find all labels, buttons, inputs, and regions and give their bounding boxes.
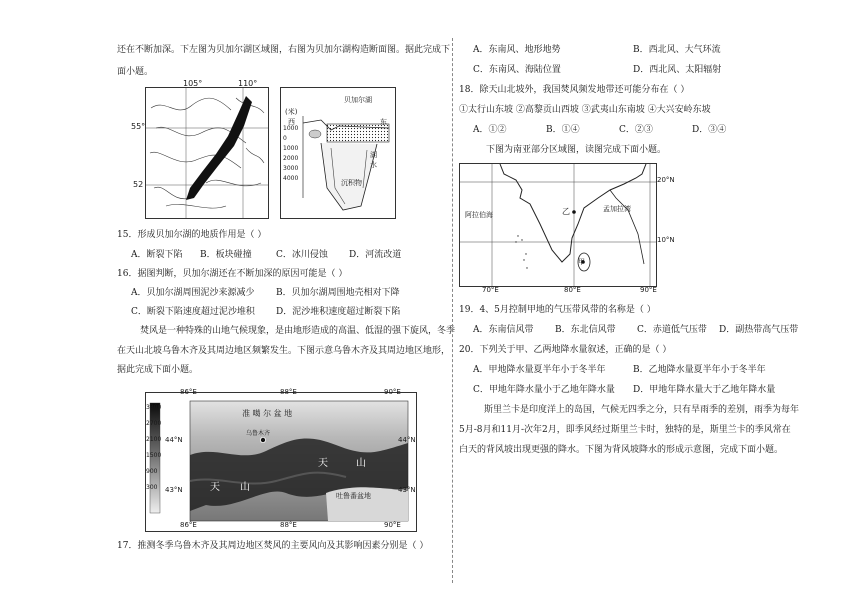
baikal-region-map — [145, 87, 269, 219]
q17-option-b[interactable]: B．西北风、大气环流 — [633, 45, 721, 55]
sa-lat-20: 20°N — [657, 176, 675, 184]
urumqi-label: 乌鲁木齐 — [246, 430, 271, 437]
q20-option-b[interactable]: B．乙地降水量夏半年小于冬半年 — [633, 365, 766, 375]
tianshan-label-2: 山 — [356, 458, 366, 469]
terrain-lon-bottom-86: 86°E — [180, 521, 197, 529]
foehn-intro-1: 焚风是一种特殊的山地气候现象，是由地形造成的高温、低湿的强下旋风，冬季 — [140, 326, 456, 336]
q15-option-a[interactable]: A．断裂下陷 — [131, 250, 183, 260]
q19-option-c[interactable]: C．赤道低气压带 — [637, 325, 707, 335]
question-16: 16．据图判断，贝加尔湖还在不断加深的原因可能是（ ） — [117, 269, 348, 279]
q17-option-d[interactable]: D．西北风、太阳辐射 — [633, 65, 722, 75]
q18-option-b[interactable]: B．①④ — [546, 125, 580, 135]
sri-lanka-intro-3: 白天的背风坡出现更强的降水。下图为背风坡降水的形成示意图，完成下面小题。 — [459, 445, 784, 455]
junggar-basin-label: 准 噶 尔 盆 地 — [242, 409, 293, 418]
q16-option-a[interactable]: A．贝加尔湖周围泥沙来源减少 — [131, 288, 255, 298]
q18-option-c[interactable]: C．②③ — [619, 125, 653, 135]
lake-baikal-shape — [186, 96, 252, 200]
q18-items: ①太行山东坡 ②高黎贡山西坡 ③武夷山东南坡 ④大兴安岭东坡 — [459, 105, 711, 115]
q18-option-a[interactable]: A．①② — [473, 125, 507, 135]
section-layer-label-1: 湖 — [370, 151, 377, 159]
q20-option-a[interactable]: A．甲地降水量夏半年小于冬半年 — [473, 365, 606, 375]
question-20: 20．下列关于甲、乙两地降水量叙述，正确的是（ ） — [459, 345, 672, 355]
terrain-lon-top-90: 90°E — [384, 388, 401, 396]
terrain-lat-44: 44°N — [165, 436, 183, 444]
q16-option-b[interactable]: B．贝加尔湖周围地壳相对下降 — [276, 288, 400, 298]
point-yi — [572, 210, 576, 214]
question-17: 17．推测冬季乌鲁木齐及其周边地区焚风的主要风向及其影响因素分别是（ ） — [117, 541, 429, 551]
terrain-lon-bottom-90: 90°E — [384, 521, 401, 529]
urumqi-point — [260, 437, 265, 442]
south-asia-intro: 下图为南亚部分区域图，读图完成下面小题。 — [486, 145, 667, 155]
map-lat-55: 55° — [131, 122, 146, 131]
foehn-intro-3: 据此完成下面小题。 — [117, 365, 199, 375]
map-lon-110: 110° — [238, 79, 258, 88]
q17-option-c[interactable]: C．东南风、海陆位置 — [473, 65, 561, 75]
q16-option-d[interactable]: D．泥沙堆积速度超过断裂下陷 — [276, 307, 401, 317]
q19-option-a[interactable]: A．东南信风带 — [473, 325, 534, 335]
terrain-legend-labels: 3300 2700 2100 1500 900 300 — [146, 404, 162, 491]
terrain-lat-43: 43°N — [165, 486, 183, 494]
terrain-lon-top-86: 86°E — [180, 388, 197, 396]
section-depth-ticks: 1000 0 1000 2000 3000 4000 — [283, 125, 299, 182]
section-east: 东 — [380, 118, 387, 126]
section-unit: (米) — [285, 108, 298, 116]
section-sediment-label: 沉积物 — [341, 179, 362, 187]
column-divider — [452, 38, 453, 583]
q19-option-d[interactable]: D．副热带高气压带 — [719, 325, 799, 335]
question-19: 19．4、5月控制甲地的气压带风带的名称是（ ） — [459, 305, 656, 315]
section-west: 西 — [288, 118, 295, 126]
label-jia: 甲 — [578, 258, 585, 266]
terrain-lat-43-right: 43°N — [398, 486, 416, 494]
tianshan-label-4: 山 — [240, 482, 250, 493]
sa-lon-80: 80°E — [564, 286, 581, 294]
q17-option-a[interactable]: A．东南风、地形地势 — [473, 45, 561, 55]
question-18: 18．除天山北坡外，我国焚风频发地带还可能分布在（ ） — [459, 85, 690, 95]
sri-lanka-intro-2: 5月-8月和11月-次年2月，即季风经过斯里兰卡时，独特的是，斯里兰卡的季风常在 — [459, 425, 791, 435]
q16-option-c[interactable]: C．断裂下陷速度超过泥沙堆积 — [131, 307, 255, 317]
intro-line-1: 还在不断加深。下左图为贝加尔湖区域图，右图为贝加尔湖构造断面图。据此完成下 — [117, 45, 451, 55]
q15-option-d[interactable]: D．河流改道 — [349, 250, 402, 260]
section-lake-label: 贝加尔湖 — [344, 96, 372, 104]
question-15: 15．形成贝加尔湖的地质作用是（ ） — [117, 230, 267, 240]
sri-lanka-intro-1: 斯里兰卡是印度洋上的岛国，气候无四季之分，只有旱雨季的差别，雨季为每年 — [484, 405, 800, 415]
tianshan-label-1: 天 — [318, 458, 328, 469]
label-yi: 乙 — [562, 207, 570, 216]
terrain-lon-top-88: 88°E — [280, 388, 297, 396]
q18-option-d[interactable]: D．③④ — [692, 125, 727, 135]
q15-option-c[interactable]: C．冰川侵蚀 — [276, 250, 328, 260]
q20-option-c[interactable]: C．甲地年降水量小于乙地年降水量 — [473, 385, 615, 395]
foehn-intro-2: 在天山北坡乌鲁木齐及其周边地区频繁发生。下图示意乌鲁木齐及其周边地区地形， — [117, 346, 451, 356]
sa-lat-10: 10°N — [657, 236, 675, 244]
q19-option-b[interactable]: B．东北信风带 — [555, 325, 616, 335]
map-lat-52: 52 — [133, 180, 144, 189]
map-lon-105: 105° — [183, 79, 203, 88]
bay-of-bengal-label: 孟加拉湾 — [603, 205, 631, 213]
q20-option-d[interactable]: D．甲地年降水量大于乙地年降水量 — [633, 385, 776, 395]
terrain-lat-44-right: 44°N — [398, 436, 416, 444]
turpan-basin-label: 吐鲁番盆地 — [336, 492, 371, 500]
section-layer-label-2: 水 — [370, 161, 377, 169]
arabian-sea-label: 阿拉伯海 — [465, 211, 493, 219]
terrain-lon-bottom-88: 88°E — [280, 521, 297, 529]
sa-lon-90: 90°E — [640, 286, 657, 294]
q15-option-b[interactable]: B．板块碰撞 — [200, 250, 252, 260]
intro-line-2: 面小题。 — [117, 67, 154, 77]
south-asia-map — [459, 163, 657, 287]
sa-lon-70: 70°E — [482, 286, 499, 294]
tianshan-label-3: 天 — [210, 482, 220, 493]
